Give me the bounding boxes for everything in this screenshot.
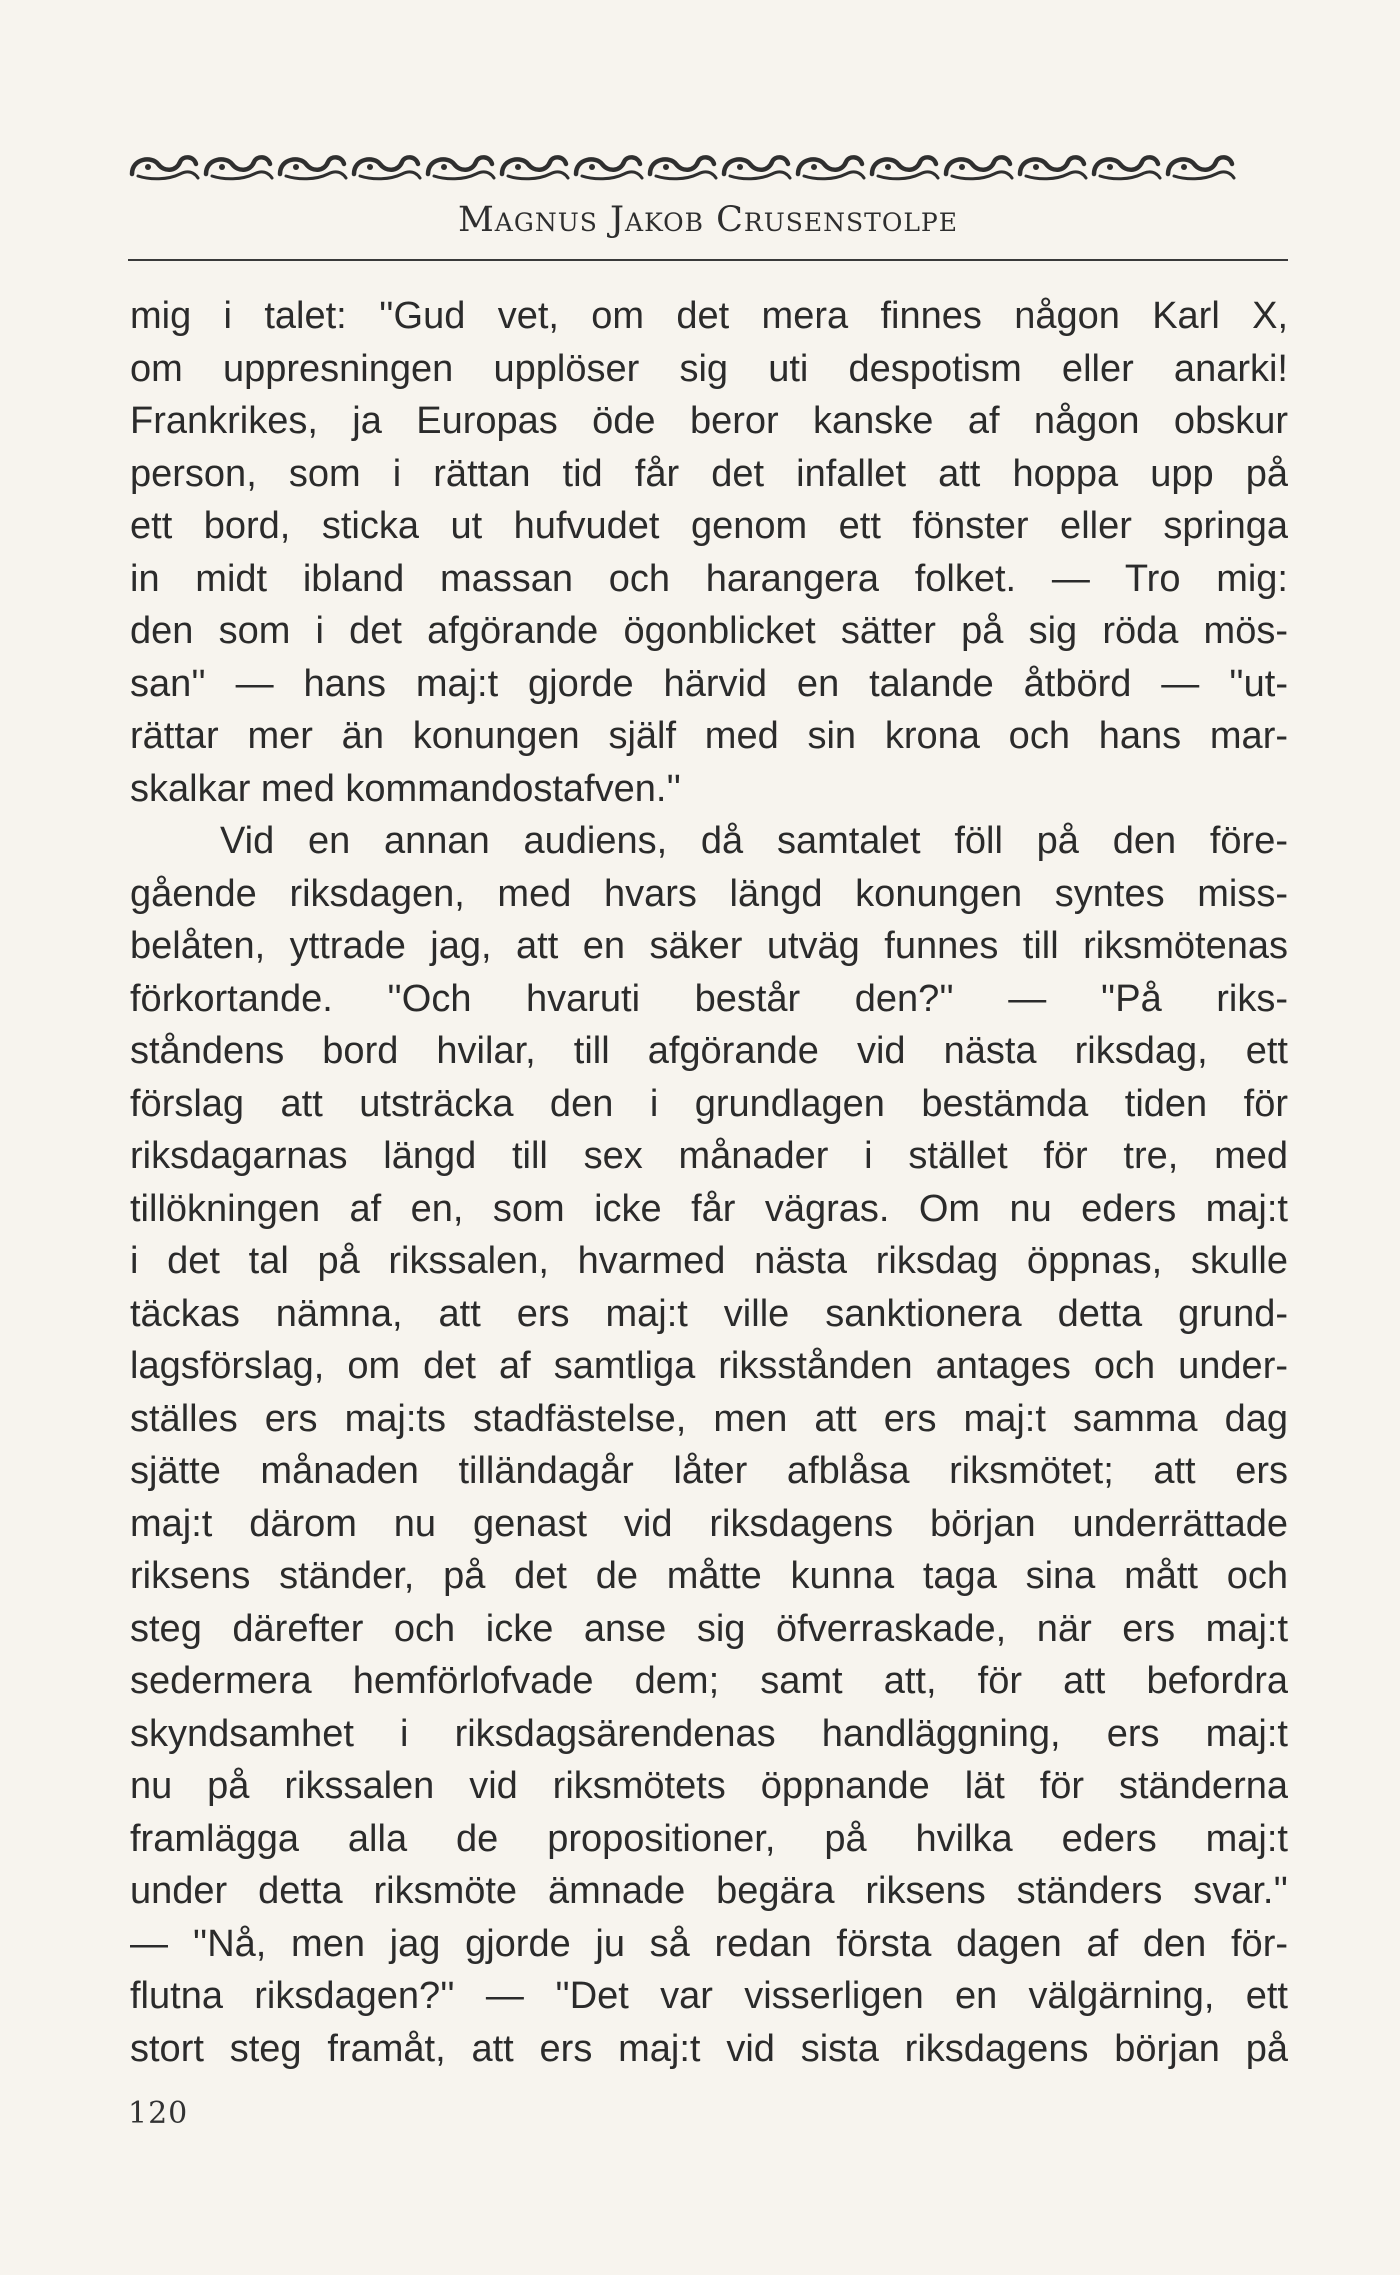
text-line: tillökningen af en, som icke får vägras. Om nu eders maj:t bbox=[130, 1187, 1288, 1230]
text-line: flutna riksdagen?'' — ''Det var visserligen en välgärning, ett bbox=[130, 1975, 1288, 2017]
text-line: framlägga alla de propositioner, på hvilka eders maj:t bbox=[130, 1817, 1288, 1860]
text-line: san'' — hans maj:t gjorde härvid en talande åtbörd — ''ut- bbox=[130, 662, 1288, 705]
text-line: lagsförslag, om det af samtliga riksstånden antages och under- bbox=[130, 1345, 1288, 1387]
text-line: sjätte månaden tilländagår låter afblåsa riksmötet; att ers bbox=[130, 1450, 1288, 1492]
text-line: — ''Nå, men jag gjorde ju så redan första dagen af den för- bbox=[130, 1922, 1288, 1965]
text-line: den som i det afgörande ögonblicket sätter på sig röda mös- bbox=[130, 610, 1288, 652]
text-line: mig i talet: ''Gud vet, om det mera finnes någon Karl X, bbox=[130, 295, 1288, 337]
text-line: i det tal på rikssalen, hvarmed nästa riksdag öppnas, skulle bbox=[130, 1240, 1288, 1282]
text-line: steg därefter och icke anse sig öfverraskade, när ers maj:t bbox=[130, 1607, 1288, 1650]
text-line: person, som i rättan tid får det infallet att hoppa upp på bbox=[130, 452, 1288, 495]
text-line: förkortande. ''Och hvaruti består den?'' — ''På riks- bbox=[130, 977, 1288, 1020]
text-line: förslag att utsträcka den i grundlagen bestämda tiden för bbox=[130, 1082, 1288, 1125]
running-title: Magnus Jakob Crusenstolpe bbox=[457, 200, 959, 240]
text-line: om uppresningen upplöser sig uti despotism eller anarki! bbox=[130, 347, 1288, 390]
text-line: in midt ibland massan och harangera folket. — Tro mig: bbox=[130, 557, 1288, 600]
text-line: skyndsamhet i riksdagsärendenas handläggning, ers maj:t bbox=[130, 1712, 1288, 1755]
page-number: 120 bbox=[128, 2096, 189, 2131]
text-line: nu på rikssalen vid riksmötets öppnande lät för ständerna bbox=[130, 1765, 1288, 1807]
text-line: ett bord, sticka ut hufvudet genom ett fönster eller springa bbox=[130, 505, 1288, 547]
text-line: täckas nämna, att ers maj:t ville sanktionera detta grund- bbox=[130, 1292, 1288, 1335]
text-line: belåten, yttrade jag, att en säker utväg funnes till riksmötenas bbox=[130, 925, 1288, 967]
text-line: rättar mer än konungen själf med sin krona och hans mar- bbox=[130, 715, 1288, 757]
text-line: Vid en annan audiens, då samtalet föll på den före- bbox=[220, 820, 1288, 862]
header-rule bbox=[128, 259, 1288, 261]
text-line: riksens ständer, på det de måtte kunna taga sina mått och bbox=[130, 1555, 1288, 1597]
text-line: skalkar med kommandostafven.'' bbox=[130, 767, 681, 810]
ornamental-border bbox=[128, 150, 1270, 184]
text-line: ståndens bord hvilar, till afgörande vid nästa riksdag, ett bbox=[130, 1030, 1288, 1072]
body-text bbox=[130, 290, 1288, 2075]
text-line: maj:t därom nu genast vid riksdagens början underrättade bbox=[130, 1502, 1288, 1545]
text-line: ställes ers maj:ts stadfästelse, men att ers maj:t samma dag bbox=[130, 1397, 1288, 1440]
text-line: gående riksdagen, med hvars längd konungen syntes miss- bbox=[130, 872, 1288, 915]
text-line: stort steg framåt, att ers maj:t vid sista riksdagens början på bbox=[130, 2027, 1288, 2070]
text-line: Frankrikes, ja Europas öde beror kanske af någon obskur bbox=[130, 400, 1288, 442]
text-line: under detta riksmöte ämnade begära riksens ständers svar.'' bbox=[130, 1870, 1288, 1912]
text-line: sedermera hemförlofvade dem; samt att, för att befordra bbox=[130, 1660, 1288, 1702]
text-line: riksdagarnas längd till sex månader i stället för tre, med bbox=[130, 1135, 1288, 1177]
